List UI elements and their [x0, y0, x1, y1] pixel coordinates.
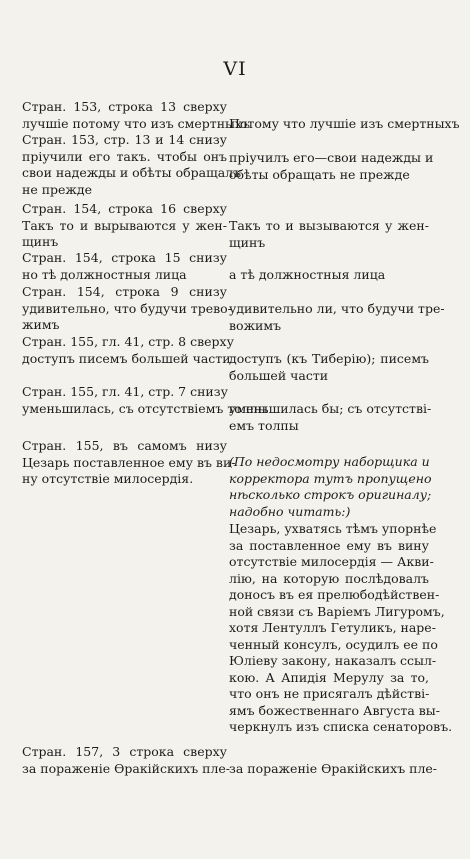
note-text: нѣсколько строкъ оригиналу; — [229, 487, 432, 502]
errata-entry — [22, 384, 269, 417]
correction-text: ченный консулъ, осудилъ ее по — [229, 636, 438, 652]
correction-entry — [229, 150, 434, 183]
entry-text: удивительно, что будучи трево- — [22, 300, 232, 316]
entry-text: Цезарь поставленное ему въ ви- — [22, 454, 236, 470]
editor-note — [229, 454, 432, 520]
entry-location: Стран. 154, строка 9 снизу — [22, 284, 227, 299]
correction-entry — [229, 116, 460, 133]
correction-text: черкнулъ изъ списка сенаторовъ. — [229, 719, 453, 734]
correction-text: Такъ то и вызываются у жен- — [229, 218, 429, 233]
entry-location: Стран. 153, стр. 13 и 14 снизу — [22, 132, 227, 147]
page-number: VI — [223, 58, 247, 80]
entry-text: лучшiе потому что изъ смертныхъ — [22, 115, 250, 131]
correction-text: отсутствiе милосердiя — Акви- — [229, 554, 434, 569]
errata-entry — [22, 284, 232, 334]
correction-text: уменьшилась бы; съ отсутствi- — [229, 401, 432, 416]
correction-text: за пораженiе Ѳракiйскихъ пле- — [229, 761, 438, 776]
correction-entry — [229, 218, 429, 251]
correction-entry — [229, 761, 438, 778]
correction-text: доступъ (къ Тиберiю); писемъ — [229, 351, 429, 366]
entry-location: Стран. 153, строка 13 сверху — [22, 99, 227, 114]
entry-location: Стран. 154, строка 15 снизу — [22, 250, 227, 265]
correction-text: лiю, на которую послѣдовалъ — [229, 570, 429, 586]
correction-text: ямъ божественнаго Августа вы- — [229, 702, 440, 718]
entry-text: не прежде — [22, 181, 93, 197]
entry-text: за пораженiе Ѳракiйскихъ пле- — [22, 760, 231, 776]
correction-text: а тѣ должностныя лица — [229, 267, 386, 282]
correction-entry — [229, 267, 429, 284]
correction-text: прiучилъ его—свои надежды и — [229, 150, 434, 165]
correction-text: за поставленное ему въ вину — [229, 537, 429, 553]
entry-location: Стран. 154, строка 16 сверху — [22, 201, 227, 216]
entry-location: Стран. 157, 3 строка сверху — [22, 744, 227, 759]
correction-text: хотя Лентуллъ Гетуликъ, наре- — [229, 620, 436, 635]
entry-text: Такъ то и вырываются у жен- — [22, 217, 227, 233]
errata-entry — [22, 250, 227, 283]
correction-text: Потому что лучшiе изъ смертныхъ — [229, 116, 460, 131]
correction-text: доносъ въ ея прелюбодѣйствен- — [229, 587, 440, 602]
correction-text: большей части — [229, 367, 329, 383]
correction-entry — [229, 351, 429, 384]
entry-text: ну отсутствiе милосердiя. — [22, 471, 194, 486]
correction-text: ной связи съ Варiемъ Лигуромъ, — [229, 603, 445, 619]
errata-entry — [22, 99, 250, 132]
entry-location: Стран. 155, гл. 41, стр. 8 сверху — [22, 334, 234, 349]
errata-entry — [22, 744, 231, 777]
correction-text: вожимъ — [229, 317, 282, 333]
entry-text: щинъ — [22, 234, 59, 249]
errata-entry — [22, 132, 242, 198]
correction-text: что онъ не присягалъ дѣйствi- — [229, 686, 430, 701]
entry-text: прiучили его такъ. чтобы онъ — [22, 148, 227, 164]
correction-text: Цезарь, ухватясь тѣмъ упорнѣе — [229, 521, 437, 536]
correction-text: емъ толпы — [229, 417, 299, 433]
correction-text: обѣты обращать не прежде — [229, 166, 410, 182]
correction-entry — [229, 301, 445, 334]
entry-text: доступъ писемъ большей части — [22, 350, 231, 366]
correction-entry — [229, 521, 453, 736]
entry-location: Стран. 155, гл. 41, стр. 7 снизу — [22, 384, 228, 399]
correction-text: кою. А Апидiя Мерулу за то, — [229, 669, 429, 685]
errata-entry — [22, 438, 236, 488]
note-text: надобно читать:) — [229, 503, 351, 519]
entry-location: Стран. 155, въ самомъ низу — [22, 438, 227, 453]
entry-text: жимъ — [22, 317, 60, 332]
entry-text: но тѣ должностныя лица — [22, 266, 187, 282]
correction-entry — [229, 401, 432, 434]
note-text: корректора тутъ пропущено — [229, 470, 432, 486]
errata-entry — [22, 334, 234, 367]
note-text: (По недосмотру наборщика и — [229, 454, 430, 469]
correction-text: удивительно ли, что будучи тре- — [229, 301, 445, 316]
correction-text: Юлiеву закону, наказалъ ссыл- — [229, 653, 437, 668]
entry-text: уменьшилась, съ отсутствiемъ толпы — [22, 400, 269, 416]
entry-text: свои надежды и обѣты обращалъ — [22, 165, 242, 180]
correction-text: щинъ — [229, 234, 266, 250]
errata-entry — [22, 201, 227, 251]
